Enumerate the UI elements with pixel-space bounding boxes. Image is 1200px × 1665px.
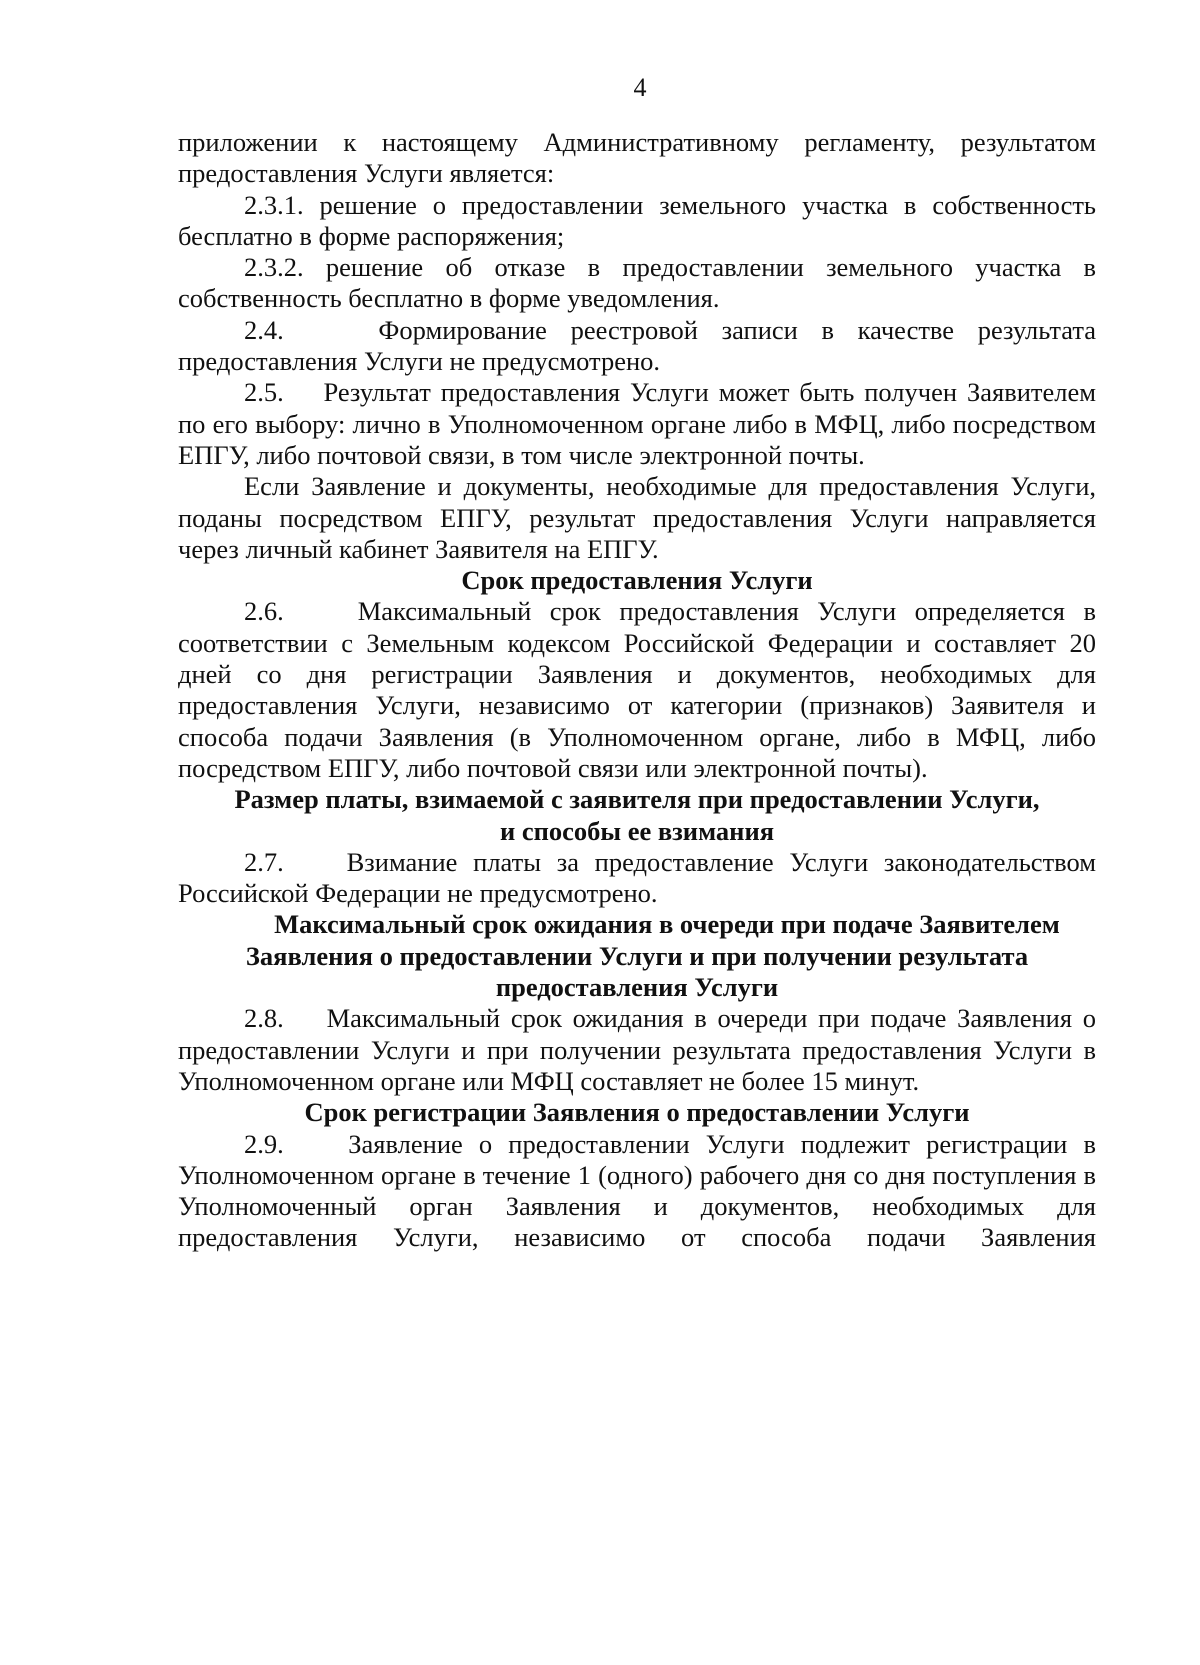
heading-registration: Срок регистрации Заявления о предоставлении Услуги	[304, 1097, 970, 1128]
heading-queue-line-2: Заявления о предоставлении Услуги и при получении результата	[245, 940, 1029, 971]
heading-queue	[178, 909, 1096, 1003]
paragraph-2-7: 2.7. Взимание платы за предоставление Услуги законодательством Российской Федерации не предусмотрено.	[178, 846, 1103, 909]
paragraph-2-4: 2.4. Формирование реестровой записи в качестве результата предоставления Услуги не предусмотрено.	[178, 314, 1103, 377]
heading-fee-line-2: и способы ее взимания	[499, 815, 775, 846]
heading-queue-line-3: предоставления Услуги	[495, 972, 779, 1003]
document-body	[178, 127, 1103, 1254]
paragraph-2-6: 2.6. Максимальный срок предоставления Услуги определяется в соответствии с Земельным кодексом Российской Федерации и составляет 20 дней со дня регистрации Заявления и документов, необходимых для предоставления Услуги, независимо от категории (признаков) Заявителя и способа подачи Заявления (в Уполномоченном органе, либо в МФЦ, либо посредством ЕПГУ, либо почтовой связи или электронной почты).	[178, 596, 1103, 783]
paragraph-2-8: 2.8. Максимальный срок ожидания в очереди при подаче Заявления о предоставлении Услуги и при получении результата предоставления Услуги в Уполномоченном органе или МФЦ составляет не более 15 минут.	[178, 1003, 1103, 1096]
heading-fee-line-1: Размер платы, взимаемой с заявителя при предоставлении Услуги,	[234, 784, 1040, 815]
paragraph-2-5-epgu: Если Заявление и документы, необходимые для предоставления Услуги, поданы посредством ЕПГУ, результат предоставления Услуги направляется через личный кабинет Заявителя на ЕПГУ.	[178, 471, 1096, 564]
paragraph-2-5: 2.5. Результат предоставления Услуги может быть получен Заявителем по его выбору: лично в Уполномоченном органе либо в МФЦ, либо посредством ЕПГУ, либо почтовой связи, в том числе электронной почты.	[178, 377, 1103, 470]
paragraph-2-9: 2.9. Заявление о предоставлении Услуги подлежит регистрации в Уполномоченном органе в течение 1 (одного) рабочего дня со дня поступления в Уполномоченный орган Заявления и документов, необходимых для предоставления Услуги, независимо от способа подачи Заявления	[178, 1128, 1103, 1253]
heading-queue-line-1: Максимальный срок ожидания в очереди при подаче Заявителем	[274, 909, 1060, 940]
paragraph-2-3-1: 2.3.1. решение о предоставлении земельного участка в собственность бесплатно в форме распоряжения;	[178, 189, 1096, 251]
paragraph-2-3-intro: приложении к настоящему Административному регламенту, результатом предоставления Услуги является:	[178, 127, 1096, 189]
paragraph-2-3-2: 2.3.2. решение об отказе в предоставлении земельного участка в собственность бесплатно в форме уведомления.	[178, 252, 1096, 314]
heading-fee	[178, 784, 1096, 847]
page-number: 4	[633, 73, 647, 102]
heading-term: Срок предоставления Услуги	[461, 565, 813, 596]
